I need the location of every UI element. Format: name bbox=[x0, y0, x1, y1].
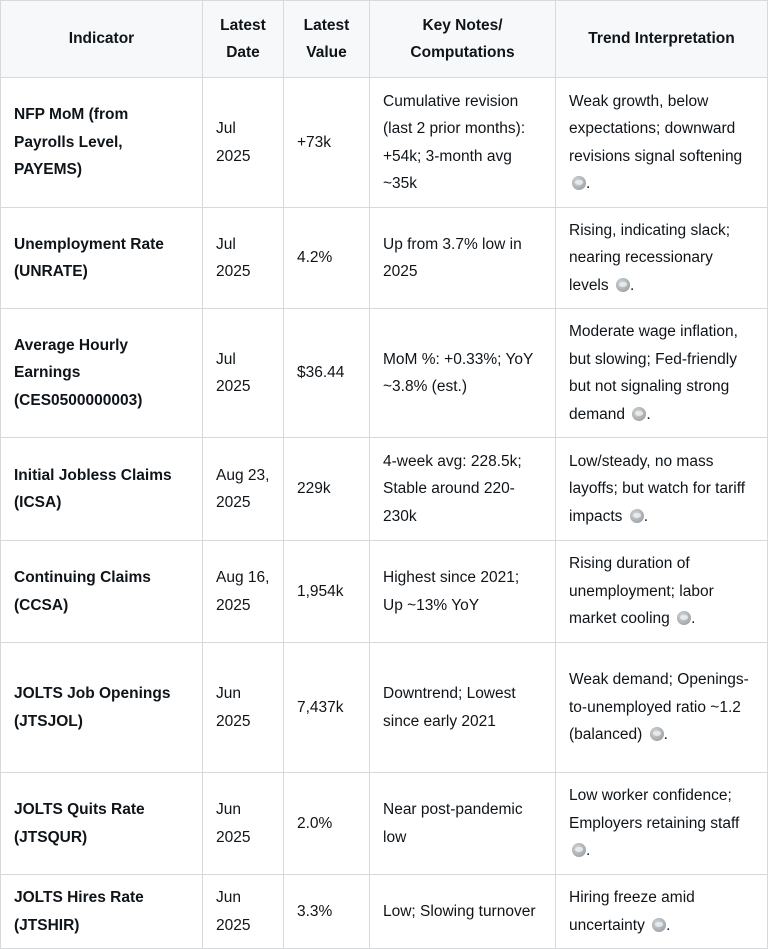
web-source-icon[interactable] bbox=[572, 176, 586, 190]
table-row bbox=[1, 875, 768, 949]
notes-cell: Low; Slowing turnover bbox=[370, 875, 556, 949]
notes-cell: MoM %: +0.33%; YoY ~3.8% (est.) bbox=[370, 309, 556, 438]
trend-cell bbox=[556, 309, 768, 438]
value-cell: 1,954k bbox=[284, 541, 370, 643]
date-cell: Aug 16, 2025 bbox=[203, 541, 284, 643]
header-indicator: Indicator bbox=[1, 1, 203, 78]
trend-text: Weak growth, below expectations; downward revisions signal softening bbox=[569, 92, 743, 165]
trend-text: Low worker confidence; Employers retaining staff bbox=[569, 787, 740, 832]
indicator-cell: JOLTS Quits Rate (JTSQUR) bbox=[1, 773, 203, 875]
indicator-cell: NFP MoM (from Payrolls Level, PAYEMS) bbox=[1, 78, 203, 208]
date-cell: Jul 2025 bbox=[203, 208, 284, 309]
trend-end: . bbox=[629, 276, 635, 294]
header-key-notes: Key Notes/ Computations bbox=[370, 1, 556, 78]
notes-cell: Near post-pandemic low bbox=[370, 773, 556, 875]
trend-end: . bbox=[646, 405, 651, 423]
trend-text: Moderate wage inflation, but slowing; Fed-friendly but not signaling strong demand bbox=[569, 323, 738, 423]
trend-end: . bbox=[663, 726, 668, 744]
header-trend-interpretation: Trend Interpretation bbox=[556, 1, 768, 78]
trend-cell bbox=[556, 438, 768, 541]
trend-end: . bbox=[586, 175, 591, 192]
date-cell: Jul 2025 bbox=[203, 78, 284, 208]
table-row bbox=[1, 438, 768, 541]
web-source-icon[interactable] bbox=[632, 407, 646, 421]
value-cell: 229k bbox=[284, 438, 370, 541]
trend-end: . bbox=[643, 507, 649, 525]
notes-cell: Up from 3.7% low in 2025 bbox=[370, 208, 556, 309]
trend-cell bbox=[556, 773, 768, 875]
trend-cell bbox=[556, 875, 768, 949]
web-source-icon[interactable] bbox=[677, 611, 691, 625]
header-latest-date: Latest Date bbox=[203, 1, 284, 78]
date-cell: Jul 2025 bbox=[203, 309, 284, 438]
header-latest-value: Latest Value bbox=[284, 1, 370, 78]
trend-cell bbox=[556, 78, 768, 208]
trend-end: . bbox=[666, 916, 671, 934]
value-cell: 2.0% bbox=[284, 773, 370, 875]
indicator-cell: Unemployment Rate (UNRATE) bbox=[1, 208, 203, 309]
trend-text: Rising, indicating slack; nearing recessionary levels bbox=[569, 221, 731, 294]
web-source-icon[interactable] bbox=[650, 727, 664, 741]
indicator-cell: JOLTS Hires Rate (JTSHIR) bbox=[1, 875, 203, 949]
indicator-cell: Continuing Claims (CCSA) bbox=[1, 541, 203, 643]
date-cell: Jun 2025 bbox=[203, 643, 284, 773]
trend-text: Hiring freeze amid uncertainty bbox=[569, 889, 695, 934]
table-row bbox=[1, 78, 768, 208]
trend-text: Weak demand; Openings-to-unemployed ratio ~1.2 (balanced) bbox=[569, 671, 749, 744]
table-row bbox=[1, 541, 768, 643]
date-cell: Aug 23, 2025 bbox=[203, 438, 284, 541]
value-cell: 4.2% bbox=[284, 208, 370, 309]
trend-cell bbox=[556, 208, 768, 309]
value-cell: 3.3% bbox=[284, 875, 370, 949]
indicator-cell: JOLTS Job Openings (JTSJOL) bbox=[1, 643, 203, 773]
table-row bbox=[1, 208, 768, 309]
trend-text: Rising duration of unemployment; labor market cooling bbox=[569, 555, 714, 628]
value-cell: 7,437k bbox=[284, 643, 370, 773]
web-source-icon[interactable] bbox=[652, 918, 666, 932]
notes-cell: Downtrend; Lowest since early 2021 bbox=[370, 643, 556, 773]
table-header-row bbox=[1, 1, 768, 78]
date-cell: Jun 2025 bbox=[203, 773, 284, 875]
trend-text: Low/steady, no mass layoffs; but watch for tariff impacts bbox=[569, 452, 746, 525]
value-cell: $36.44 bbox=[284, 309, 370, 438]
notes-cell: Highest since 2021; Up ~13% YoY bbox=[370, 541, 556, 643]
web-source-icon[interactable] bbox=[630, 509, 644, 523]
trend-cell bbox=[556, 541, 768, 643]
table-row bbox=[1, 643, 768, 773]
notes-cell: 4-week avg: 228.5k; Stable around 220-230k bbox=[370, 438, 556, 541]
notes-cell: Cumulative revision (last 2 prior months): +54k; 3-month avg ~35k bbox=[370, 78, 556, 208]
indicator-cell: Initial Jobless Claims (ICSA) bbox=[1, 438, 203, 541]
table-row bbox=[1, 309, 768, 438]
web-source-icon[interactable] bbox=[572, 843, 586, 857]
date-cell: Jun 2025 bbox=[203, 875, 284, 949]
table-row bbox=[1, 773, 768, 875]
trend-cell bbox=[556, 643, 768, 773]
web-source-icon[interactable] bbox=[616, 278, 630, 292]
value-cell: +73k bbox=[284, 78, 370, 208]
indicator-cell: Average Hourly Earnings (CES0500000003) bbox=[1, 309, 203, 438]
trend-end: . bbox=[586, 842, 591, 860]
trend-end: . bbox=[691, 610, 696, 628]
